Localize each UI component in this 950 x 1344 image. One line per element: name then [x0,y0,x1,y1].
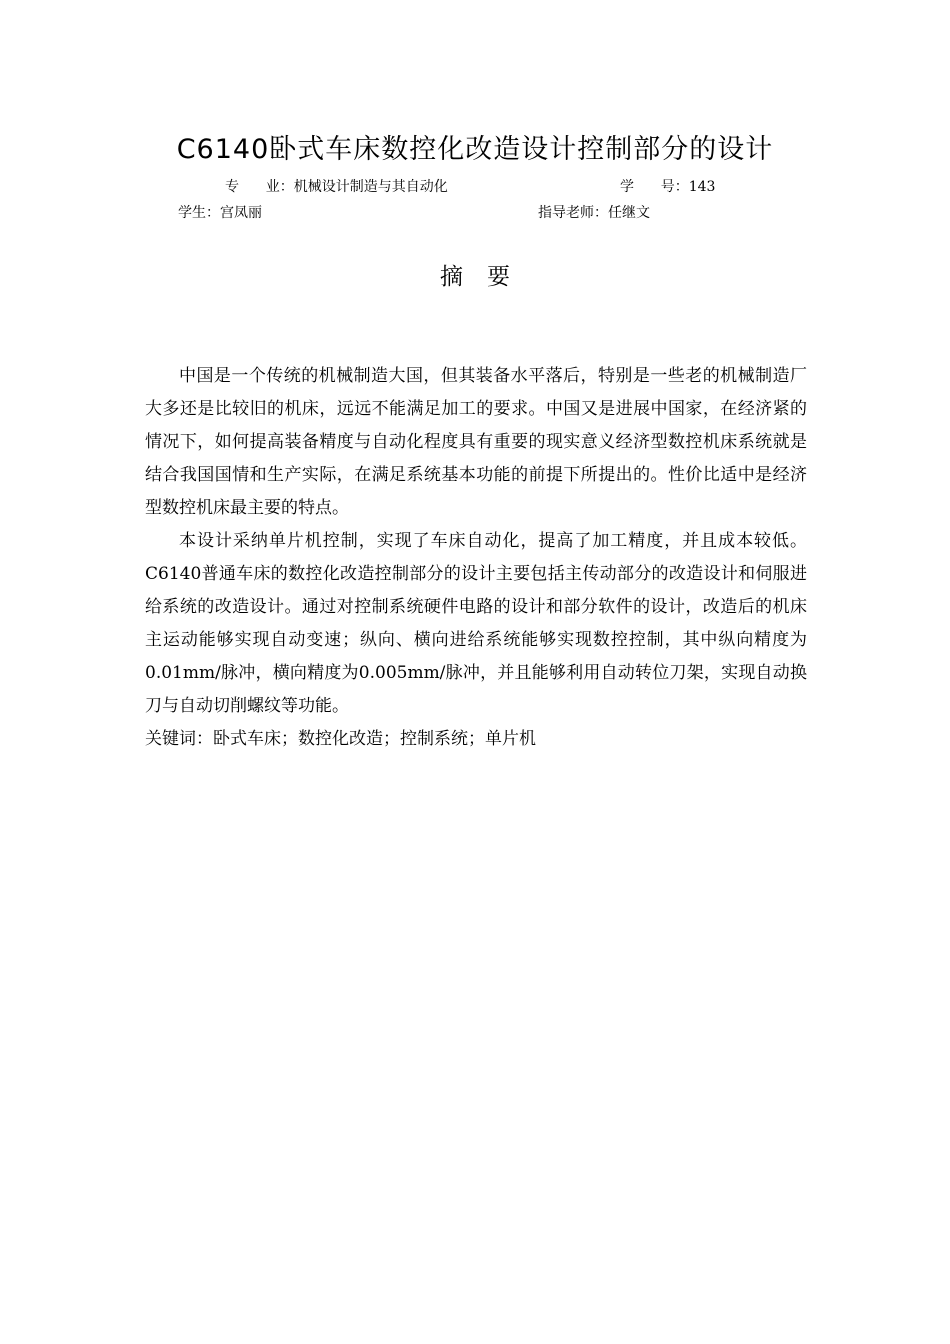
abstract-heading [0,260,950,294]
abstract-heading-char: 摘 [440,264,463,290]
advisor-line [538,203,650,223]
advisor-value: 任继文 [608,205,650,221]
student-label: 学生： [178,205,220,221]
student-id-label: 学 号： [620,179,689,195]
document-title: C6140卧式车床数控化改造设计控制部分的设计 [176,134,774,165]
abstract-body [145,360,807,756]
student-id-value: 143 [688,179,716,195]
abstract-paragraph: 本设计采纳单片机控制，实现了车床自动化，提高了加工精度，并且成本较低。C6140普通车床的数控化改造控制部分的设计主要包括主传动部分的改造设计和伺服进给系统的改造设计。通过对控制系统硬件电路的设计和部分软件的设计，改造后的机床主运动能够实现自动变速；纵向、横向进给系统能够实现数控控制，其中纵向精度为0.01mm/脉冲，横向精度为0.005mm/脉冲，并且能够利用自动转位刀架，实现自动换刀与自动切削螺纹等功能。 [145,531,807,716]
student-value: 宫凤丽 [220,205,262,221]
abstract-heading-char: 要 [487,264,510,290]
major-label: 专 业： [225,179,294,195]
keywords-label: 关键词： [145,729,213,749]
keywords-line [145,723,807,756]
major-value: 机械设计制造与其自动化 [293,179,448,195]
student-line [178,203,262,223]
keywords-value: 卧式车床；数控化改造；控制系统；单片机 [213,729,536,749]
student-id-line [620,177,715,197]
abstract-paragraph: 中国是一个传统的机械制造大国，但其装备水平落后，特别是一些老的机械制造厂大多还是比较旧的机床，远远不能满足加工的要求。中国又是进展中国家，在经济紧的情况下，如何提高装备精度与自动化程度具有重要的现实意义经济型数控机床系统就是结合我国国情和生产实际，在满足系统基本功能的前提下所提出的。性价比适中是经济型数控机床最主要的特点。 [145,366,807,518]
major-line [225,177,448,197]
advisor-label: 指导老师： [538,205,608,221]
